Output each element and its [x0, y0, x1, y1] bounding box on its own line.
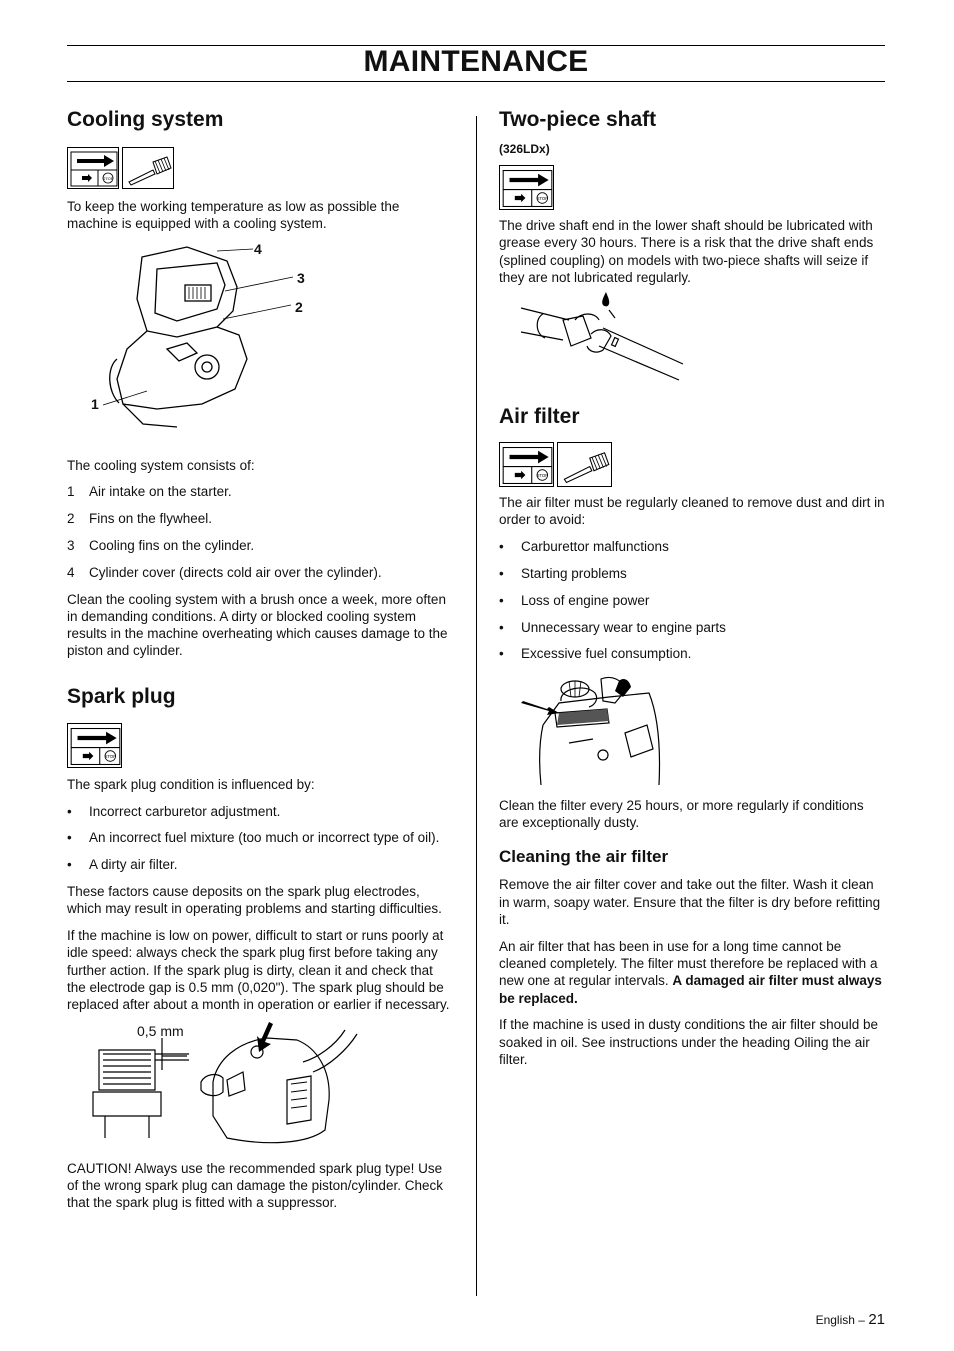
footer-language: English — [815, 1313, 855, 1327]
spark-figure — [67, 1020, 453, 1150]
spark-plug-illustration — [67, 1020, 453, 1150]
cleaning-heading: Cleaning the air filter — [499, 847, 669, 867]
cleaning-text: Remove the air filter cover and take out the filter. Wash it clean in warm, soapy water. Ensure that the filter is dry before refitting it. — [499, 877, 881, 927]
list-item: 1 Air intake on the starter. — [67, 484, 232, 500]
brush-icon — [557, 442, 612, 487]
figure-label-4: 4 — [254, 240, 262, 257]
air-filter-figure — [499, 673, 885, 785]
cooling-parts-list — [67, 483, 453, 581]
air-filter-illustration — [499, 673, 885, 785]
svg-text:STOP: STOP — [536, 473, 549, 479]
list-item: 2 Fins on the flywheel. — [67, 511, 213, 527]
list-item: • Starting problems — [499, 566, 627, 582]
left-column — [67, 105, 453, 1211]
list-item: • An incorrect fuel mixture (too much or incorrect type of oil). — [67, 830, 440, 846]
engine-illustration — [67, 239, 453, 451]
spark-check: If the machine is low on power, difficult to start or runs poorly at idle speed: always check the spark plug first before taking any further action. If the spark plug is dirty, clean it and check that the electrode gap is 0.5 mm (0,020"). The spark plug should be replaced after about a month in operation or earlier if necessary. — [67, 928, 450, 1013]
air-icons — [499, 442, 885, 487]
list-item: • Excessive fuel consumption. — [499, 646, 692, 662]
gap-label: 0,5 mm — [137, 1022, 184, 1039]
cooling-icons — [67, 147, 453, 189]
spark-causes-list — [67, 803, 453, 874]
spark-heading: Spark plug — [67, 684, 176, 708]
page-number: 21 — [868, 1311, 885, 1328]
cooling-figure — [67, 239, 453, 451]
list-item: • A dirty air filter. — [67, 857, 178, 873]
list-item: • Incorrect carburetor adjustment. — [67, 803, 281, 819]
column-divider — [476, 116, 477, 1296]
spark-icons — [67, 723, 453, 768]
arrow-stop-icon — [499, 165, 554, 210]
air-heading: Air filter — [499, 405, 580, 429]
shaft-icons — [499, 165, 885, 210]
list-item: 3 Cooling fins on the cylinder. — [67, 537, 255, 553]
spark-intro: The spark plug condition is influenced by: — [67, 776, 315, 792]
list-item: • Loss of engine power — [499, 592, 650, 608]
cooling-heading: Cooling system — [67, 108, 224, 131]
air-interval: Clean the filter every 25 hours, or more regularly if conditions are exceptionally dusty. — [499, 797, 864, 831]
air-problems-list — [499, 538, 885, 662]
arrow-stop-icon — [67, 723, 122, 768]
shaft-heading: Two-piece shaft — [499, 108, 657, 131]
air-long-use: An air filter that has been in use for a long time cannot be cleaned completely. The filter must therefore be replaced with a new one at regular intervals. A damaged air filter must always be replaced. — [499, 938, 882, 1006]
list-item: • Unnecessary wear to engine parts — [499, 619, 726, 635]
svg-text:STOP: STOP — [104, 753, 117, 759]
list-item: 4 Cylinder cover (directs cold air over the cylinder). — [67, 564, 382, 580]
figure-label-1: 1 — [91, 395, 99, 412]
cooling-intro: To keep the working temperature as low as possible the machine is equipped with a cooling system. — [67, 199, 400, 232]
shaft-text: The drive shaft end in the lower shaft should be lubricated with grease every 30 hours. There is a risk that the drive shaft ends (splined coupling) on models with two-piece shafts will seize if they are not lubricated regularly. — [499, 218, 874, 285]
svg-text:STOP: STOP — [102, 176, 114, 181]
arrow-stop-icon — [499, 442, 554, 487]
figure-label-2: 2 — [295, 298, 303, 315]
svg-text:STOP: STOP — [536, 196, 549, 202]
footer-separator: – — [858, 1313, 865, 1327]
air-intro: The air filter must be regularly cleaned to remove dust and dirt in order to avoid: — [499, 495, 885, 528]
spark-caution: CAUTION! Always use the recommended spark plug type! Use of the wrong spark plug can damage the piston/cylinder. Check that the spark plug is fitted with a suppressor. — [67, 1160, 443, 1211]
arrow-stop-icon — [67, 147, 119, 189]
right-column — [499, 105, 885, 1068]
page-footer — [816, 1311, 885, 1328]
air-dusty: If the machine is used in dusty conditions the air filter should be soaked in oil. See instructions under the heading Oiling the air filter. — [499, 1017, 878, 1068]
shaft-illustration — [499, 290, 885, 388]
figure-label-3: 3 — [297, 269, 305, 286]
shaft-model: (326LDx) — [499, 142, 550, 156]
brush-icon — [122, 147, 174, 189]
header-rule-bottom — [67, 81, 885, 82]
shaft-figure — [499, 290, 885, 388]
list-item: • Carburettor malfunctions — [499, 539, 669, 555]
cooling-consists: The cooling system consists of: — [67, 457, 255, 473]
cooling-clean: Clean the cooling system with a brush once a week, more often in demanding conditions. A dirty or blocked cooling system results in the machine overheating which causes damage to the piston and cylinder. — [67, 591, 448, 659]
page-title: MAINTENANCE — [363, 45, 589, 78]
spark-deposits: These factors cause deposits on the spark plug electrodes, which may result in operating problems and starting difficulties. — [67, 883, 442, 917]
